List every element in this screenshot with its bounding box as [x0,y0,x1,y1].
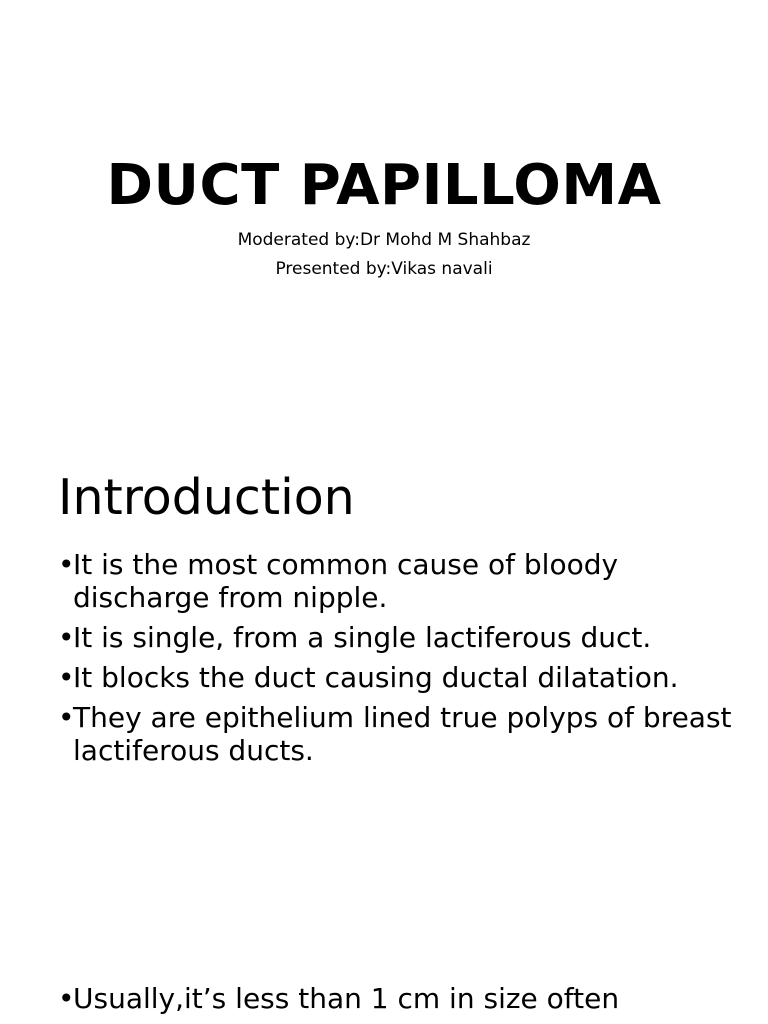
title-slide [0,0,768,400]
list-item [58,982,763,1015]
bullet-icon: • [58,621,75,654]
list-item [58,621,738,654]
section-heading: Introduction [58,469,355,526]
bullet-text: It is the most common cause of bloody discharge from nipple. [73,548,619,614]
bullet-text: It blocks the duct causing ductal dilatation. [73,661,679,694]
bullet-text: It is single, from a single lactiferous duct. [73,621,652,654]
slide-title: DUCT PAPILLOMA [106,153,662,218]
bullet-text: They are epithelium lined true polyps of breast lactiferous ducts. [73,701,732,767]
list-item [58,548,738,614]
bullet-list [58,548,738,774]
bullet-icon: • [58,982,75,1015]
moderator-line: Moderated by:Dr Mohd M Shahbaz [237,230,531,250]
bullet-text: Usually,it’s less than 1 cm in size often [73,982,620,1015]
bullet-icon: • [58,701,75,734]
introduction-slide [0,430,768,1024]
list-item [58,701,738,767]
list-item [58,661,738,694]
presenter-line: Presented by:Vikas navali [275,259,493,279]
bullet-icon: • [58,661,75,694]
bullet-icon: • [58,548,75,581]
